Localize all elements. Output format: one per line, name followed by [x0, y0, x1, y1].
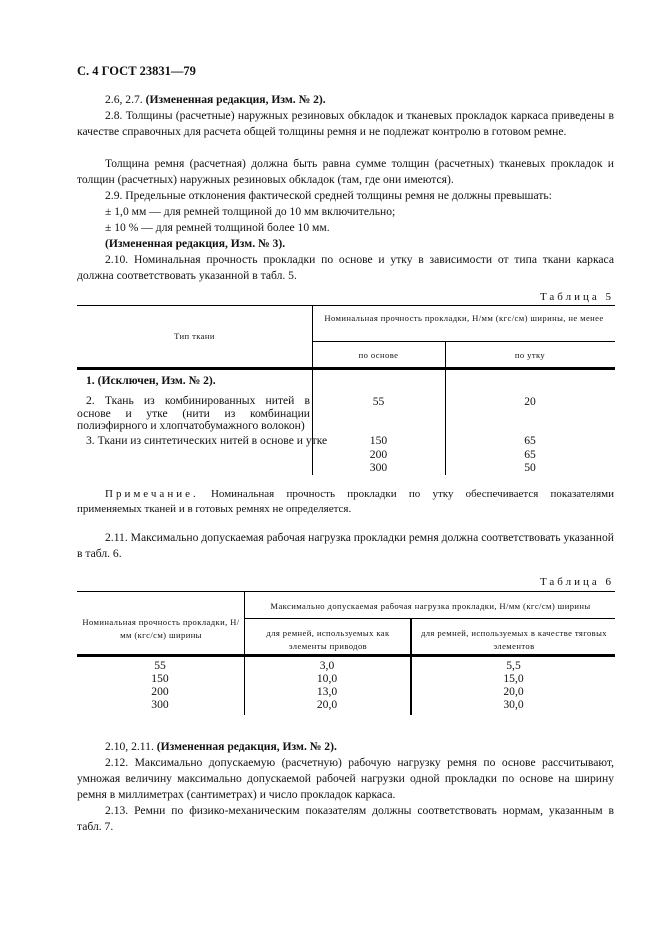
paragraph: 2.12. Максимально допускаемую (расчетную) рабочую нагрузку ремня по основе рассчитывают, умножая величину максимально допускаемой рабочей нагрузки одной прокладки по основе на ширину ремня в миллиметрах (сантиметрах) и число прокладок каркаса.: [77, 756, 614, 801]
table-column: 3,0 10,0 13,0 20,0: [316, 659, 338, 711]
table-cell: 150 200 300: [369, 434, 388, 474]
table-cell: 2. Ткань из комбинированных нитей в основе и утке (нити из комбинации полиэфирного и хлопчатобумажного волокон): [77, 394, 310, 432]
column-group-header: Максимально допускаемая рабочая нагрузка прокладки, Н/мм (кгс/см) ширины: [270, 601, 591, 611]
table-column: 5,5 15,0 20,0 30,0: [503, 659, 524, 711]
paragraph: 2.10. Номинальная прочность прокладки по основе и утку в зависимости от типа ткани каркаса должна соответствовать указанной в табл. 5.: [77, 253, 614, 282]
paragraph: Толщина ремня (расчетная) должна быть равна сумме толщин (расчетных) тканевых прокладок и толщин (расчетных) наружных резиновых обкладок (там, где они имеются).: [77, 157, 614, 186]
paragraph: 2.10, 2.11. (Измененная редакция, Изм. № 2).: [105, 740, 337, 753]
column-header: для ремней, используемых в качестве тяговых элементов: [420, 628, 608, 651]
page-header: С. 4 ГОСТ 23831—79: [77, 64, 196, 78]
paragraph: 2.9. Предельные отклонения фактической средней толщины ремня не должны превышать:: [105, 189, 552, 202]
paragraph: 2.13. Ремни по физико-механическим показателям должны соответствовать нормам, указанным в табл. 7.: [77, 804, 614, 833]
paragraph: 2.8. Толщины (расчетные) наружных резиновых обкладок и тканевых прокладок каркаса приведены в качестве справочных для расчета общей толщины ремня и не подлежат контролю в готовом ремне.: [77, 109, 614, 138]
paragraph: 2.11. Максимально допускаемая рабочая нагрузка прокладки ремня должна соответствовать указанной в табл. 6.: [77, 531, 614, 560]
table-column: 55 150 200 300: [151, 659, 169, 711]
table-cell: 65 65 50: [524, 434, 536, 474]
table-5-label: Таблица 5: [539, 291, 614, 303]
paragraph: ± 10 % — для ремней толщиной более 10 мм.: [105, 221, 330, 234]
paragraph: [77, 92, 614, 108]
column-header: Номинальная прочность прокладки, Н/мм (кгс/см) ширины: [82, 617, 240, 640]
table-cell: 3. Ткани из синтетических нитей в основе и утке: [86, 434, 328, 447]
amendment-note: (Измененная редакция, Изм. № 2).: [145, 93, 326, 106]
table-note: Примечание. Номинальная прочность прокладки по утку обеспечивается показателями применяемых тканей и в готовых ремнях не определяется.: [77, 488, 614, 515]
table-cell: 1. (Исключен, Изм. № 2).: [86, 374, 216, 387]
column-group-header: Номинальная прочность прокладки, Н/мм (кгс/см) ширины, не менее: [324, 313, 604, 323]
column-header: для ремней, используемых как элементы приводов: [266, 628, 390, 651]
table-6-label: Таблица 6: [539, 576, 614, 588]
amendment-note: (Измененная редакция, Изм. № 3).: [105, 237, 286, 250]
column-header: по утку: [514, 350, 546, 360]
clause-number: 2.6, 2.7.: [105, 93, 143, 106]
table-cell: 55: [372, 395, 385, 408]
column-header: по основе: [358, 350, 399, 360]
paragraph: ± 1,0 мм — для ремней толщиной до 10 мм включительно;: [105, 205, 396, 218]
column-header: Тип ткани: [174, 331, 215, 341]
table-cell: 20: [524, 395, 536, 408]
